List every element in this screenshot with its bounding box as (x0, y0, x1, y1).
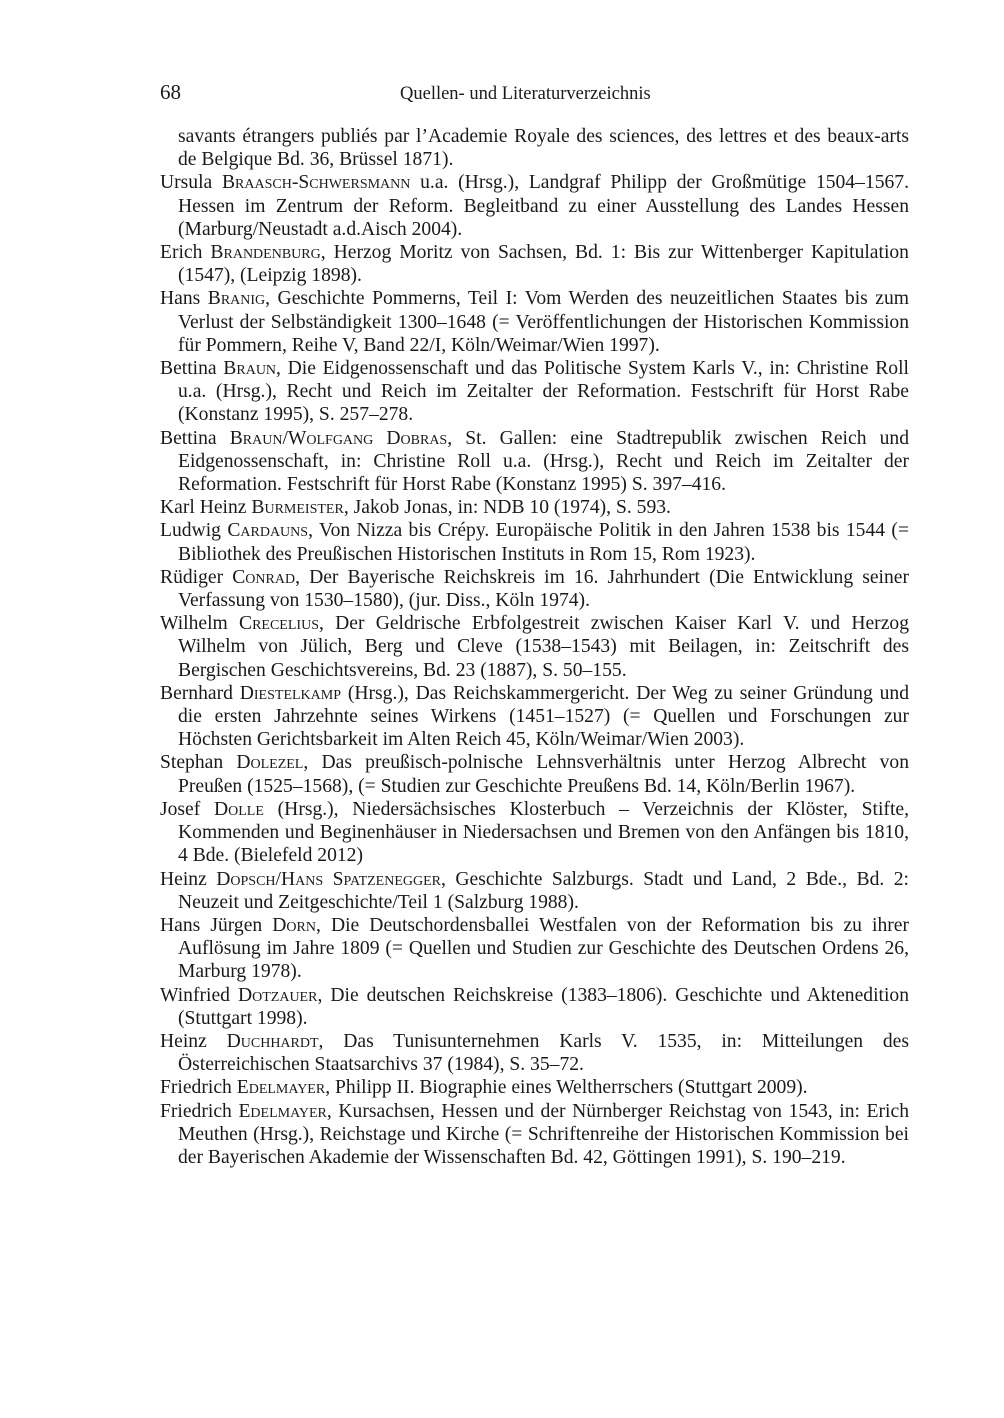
entry-text: , Philipp II. Biographie eines Weltherrschers (Stuttgart 2009). (325, 1077, 808, 1099)
bib-entry (160, 612, 909, 682)
entry-text: , Die deutschen Reichskreise (1383–1806). Geschichte und Aktenedition (Stuttgart 1998). (178, 984, 909, 1029)
entry-text: , Herzog Moritz von Sachsen, Bd. 1: Bis zur Wittenberger Kapitulation (1547), (Leipzig 1898). (178, 242, 909, 287)
entry-text: , Der Geldrische Erbfolgestreit zwischen Kaiser Karl V. und Herzog Wilhelm von Jülich, Berg und Cleve (1538–1543) mit Beilagen, in: Zeitschrift des Bergischen Geschichtsvereins, Bd. 23 (1887), S. 50–155. (178, 613, 909, 681)
entry-surname: Braun/Wolfgang Dobras (229, 427, 448, 449)
entry-first-name: Bettina (160, 427, 230, 449)
bib-entry (160, 427, 909, 497)
entry-first-name: Heinz (160, 1030, 227, 1052)
entry-first-name: Bernhard (160, 682, 240, 704)
entry-surname: Edelmayer (238, 1100, 327, 1122)
entry-text: , Geschichte Salzburgs. Stadt und Land, 2 Bde., Bd. 2: Neuzeit und Zeitgeschichte/Teil 1 (Salzburg 1988). (178, 868, 910, 913)
entry-first-name: Ludwig (160, 520, 228, 542)
bib-entry (160, 1100, 909, 1170)
entry-first-name: Friedrich (160, 1077, 237, 1099)
entry-surname: Conrad (232, 566, 296, 588)
entry-surname: Diestelkamp (239, 682, 342, 704)
bib-entry (160, 566, 909, 612)
bib-entry (160, 868, 909, 914)
bib-entry (160, 519, 909, 565)
entry-first-name: Erich (160, 242, 211, 264)
bib-entry (160, 798, 909, 868)
entry-text: (Hrsg.), Niedersächsisches Klosterbuch – Verzeichnis der Klöster, Stifte, Kommenden und Beginenhäuser in Niedersachsen und Bremen von den Anfängen bis 1810, 4 Bde. (Bielefeld 2012) (178, 798, 909, 867)
bib-entry (160, 1030, 909, 1076)
entry-surname: Dolezel (236, 752, 304, 774)
entry-text: (Hrsg.), Das Reichskammergericht. Der Weg zu seiner Gründung und die ersten Jahrzehnte seines Wirkens (1451–1527) (= Quellen und Forschungen zur Höchsten Gerichtsbarkeit im Alten Reich 45, Köln/Weimar/Wien 2003). (178, 682, 909, 751)
bib-entry (160, 125, 909, 171)
running-head: Quellen- und Literaturverzeichnis (400, 84, 651, 104)
entry-surname: Dorn (272, 914, 316, 936)
entry-surname: Dotzauer (237, 984, 318, 1006)
entry-surname: Dopsch/Hans Spatzenegger (216, 868, 442, 890)
entry-surname: Crecelius (239, 613, 319, 635)
entry-surname: Branig (207, 288, 266, 310)
bib-entry (160, 496, 909, 519)
page-number: 68 (160, 80, 181, 104)
entry-first-name: Hans (160, 288, 208, 310)
bib-entry (160, 1076, 909, 1099)
entry-text: savants étrangers publiés par l’Academie Royale des sciences, des lettres et des beaux-arts de Belgique Bd. 36, Brüssel 1871). (178, 126, 909, 171)
entry-surname: Brandenburg (210, 242, 321, 264)
entry-text: , Das Tunisunternehmen Karls V. 1535, in: Mitteilungen des Österreichischen Staatsarchivs 37 (1984), S. 35–72. (178, 1030, 910, 1076)
bib-entry (160, 682, 909, 752)
entry-first-name: Friedrich (160, 1100, 239, 1122)
entry-first-name: Winfried (160, 984, 238, 1006)
bib-entry (160, 984, 909, 1030)
entry-surname: Dolle (214, 798, 264, 820)
entry-text: , Von Nizza bis Crépy. Europäische Politik in den Jahren 1538 bis 1544 (= Bibliothek des Preußischen Historischen Instituts in Rom 15, Rom 1923). (178, 520, 909, 565)
entry-text: , Die Deutschordensballei Westfalen von der Reformation bis zu ihrer Auflösung im Jahre 1809 (= Quellen und Studien zur Geschichte des Deutschen Ordens 26, Marburg 1978). (178, 914, 909, 983)
entry-text: u.a. (Hrsg.), Landgraf Philipp der Großmütige 1504–1567. Hessen im Zentrum der Reform. Begleitband zu einer Ausstellung des Landes Hessen (Marburg/Neustadt a.d.Aisch 2004). (178, 172, 909, 240)
entry-text: , Das preußisch-polnische Lehnsverhältnis unter Herzog Albrecht von Preußen (1525–1568), (= Studien zur Geschichte Preußens Bd. 14, Köln/Berlin 1967). (178, 752, 909, 797)
bib-entry (160, 171, 909, 241)
entry-first-name: Heinz (160, 868, 217, 890)
entry-first-name: Hans Jürgen (160, 914, 273, 936)
bib-entry (160, 241, 909, 287)
entry-text: , St. Gallen: eine Stadtrepublik zwischen Reich und Eidgenossenschaft, in: Christine Roll u.a. (Hrsg.), Recht und Reich im Zeitalter der Reformation. Festschrift für Horst Rabe (Konstanz 1995) S. 397–416. (178, 427, 909, 496)
entry-first-name: Bettina (160, 358, 224, 380)
entry-surname: Duchhardt (226, 1030, 319, 1052)
entry-first-name: Josef (160, 798, 214, 820)
entry-surname: Burmeister (251, 497, 344, 519)
entry-first-name: Rüdiger (160, 566, 233, 588)
entry-text: , Die Eidgenossenschaft und das Politische System Karls V., in: Christine Roll u.a. (Hrsg.), Recht und Reich im Zeitalter der Reformation. Festschrift für Horst Rabe (Konstanz 1995), S. 257–278. (178, 358, 909, 426)
entry-text: , Geschichte Pommerns, Teil I: Vom Werden des neuzeitlichen Staates bis zum Verlust der Selbständigkeit 1300–1648 (= Veröffentlichungen der Historischen Kommission für Pommern, Reihe V, Band 22/I, Köln/Weimar/Wien 1997). (178, 288, 909, 356)
entry-surname: Braun (223, 358, 277, 380)
entry-first-name: Stephan (160, 752, 237, 774)
entry-text: , Der Bayerische Reichskreis im 16. Jahrhundert (Die Entwicklung seiner Verfassung von 1530–1580), (jur. Diss., Köln 1974). (178, 566, 909, 612)
entry-surname: Braasch-Schwersmann (221, 172, 411, 194)
entry-text: , Jakob Jonas, in: NDB 10 (1974), S. 593. (343, 497, 671, 519)
bibliography-list (160, 125, 909, 1169)
bib-entry (160, 357, 909, 427)
entry-first-name: Wilhelm (160, 613, 240, 635)
entry-surname: Edelmayer (236, 1077, 326, 1099)
bib-entry (160, 751, 909, 797)
entry-first-name: Karl Heinz (160, 497, 252, 519)
entry-first-name: Ursula (160, 172, 222, 194)
bib-entry (160, 914, 909, 984)
entry-text: , Kursachsen, Hessen und der Nürnberger Reichstag von 1543, in: Erich Meuthen (Hrsg.), Reichstage und Kirche (= Schriftenreihe der Historischen Kommission bei der Bayerischen Akademie der Wissenschaften Bd. 42, Göttingen 1991), S. 190–219. (178, 1100, 909, 1168)
entry-surname: Cardauns (227, 520, 309, 542)
bib-entry (160, 287, 909, 357)
